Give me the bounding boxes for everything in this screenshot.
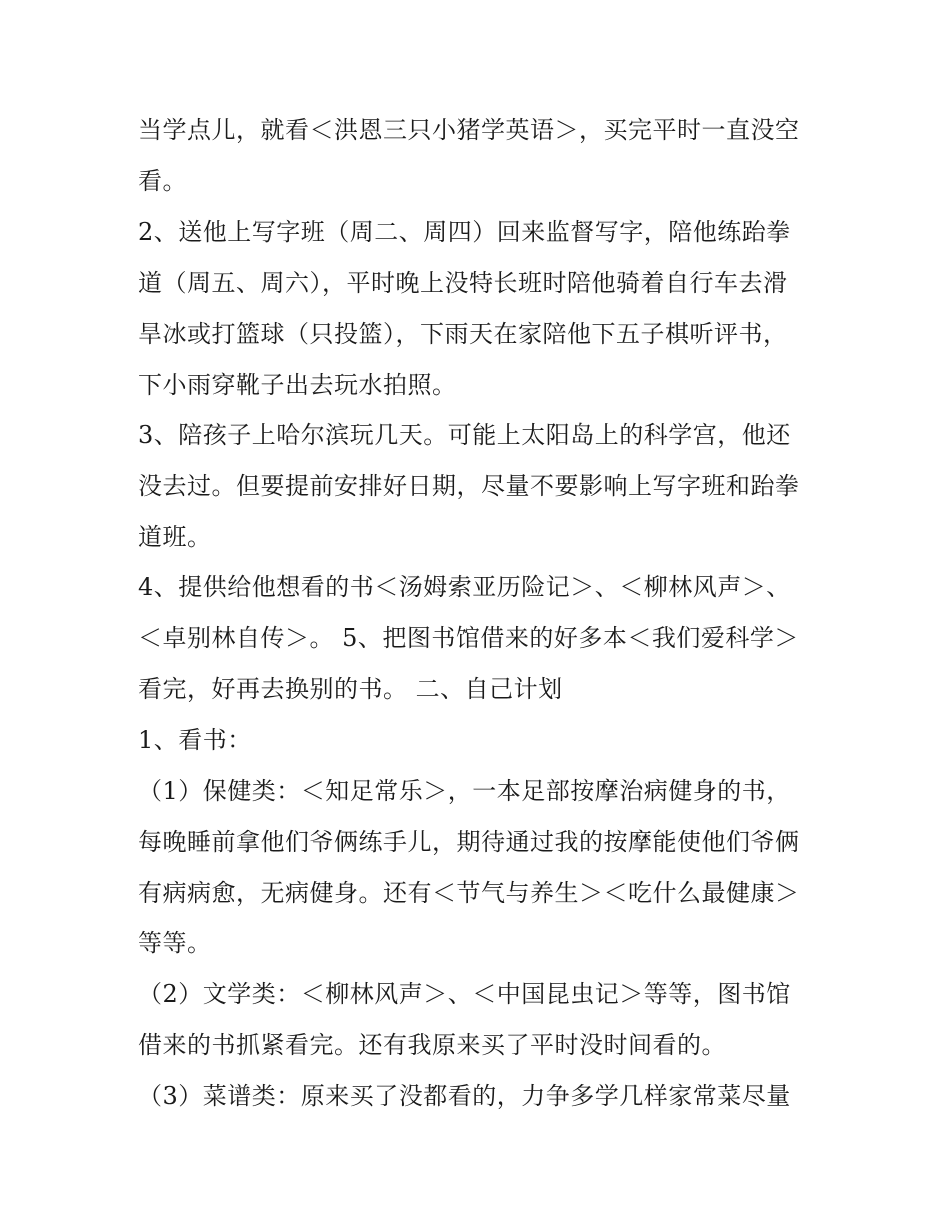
text-line: 旱冰或打篮球（只投篮），下雨天在家陪他下五子棋听评书， bbox=[138, 320, 788, 348]
text-line: 每晚睡前拿他们爷俩练手儿，期待通过我的按摩能使他们爷俩 bbox=[138, 828, 800, 856]
text-line: 3、陪孩子上哈尔滨玩几天。可能上太阳岛上的科学宫，他还 bbox=[138, 421, 791, 449]
text-line: 2、送他上写字班（周二、周四）回来监督写字，陪他练跆拳 bbox=[138, 218, 791, 246]
text-line: （1）保健类：＜知足常乐＞，一本足部按摩治病健身的书， bbox=[138, 777, 791, 805]
text-line: 下小雨穿靴子出去玩水拍照。 bbox=[138, 371, 457, 399]
text-line: 没去过。但要提前安排好日期，尽量不要影响上写字班和跆拳 bbox=[138, 472, 800, 500]
text-line: 看。 bbox=[138, 167, 187, 195]
text-line: 借来的书抓紧看完。还有我原来买了平时没时间看的。 bbox=[138, 1031, 726, 1059]
text-line: 有病病愈，无病健身。还有＜节气与养生＞＜吃什么最健康＞ bbox=[138, 879, 800, 907]
text-line: 4、提供给他想看的书＜汤姆索亚历险记＞、＜柳林风声＞、 bbox=[138, 573, 791, 601]
text-line: 等等。 bbox=[138, 929, 212, 957]
text-line: 1、看书： bbox=[138, 726, 252, 754]
text-line: 道（周五、周六），平时晚上没特长班时陪他骑着自行车去滑 bbox=[138, 269, 788, 297]
text-line: （2）文学类：＜柳林风声＞、＜中国昆虫记＞等等，图书馆 bbox=[138, 980, 791, 1008]
text-line: 看完，好再去换别的书。 二、自己计划 bbox=[138, 675, 563, 703]
text-line: 当学点儿，就看＜洪恩三只小猪学英语＞，买完平时一直没空 bbox=[138, 116, 800, 144]
text-line: ＜卓别林自传＞。 5、把图书馆借来的好多本＜我们爱科学＞ bbox=[138, 624, 799, 652]
text-line: 道班。 bbox=[138, 523, 212, 551]
text-line: （3）菜谱类：原来买了没都看的，力争多学几样家常菜尽量 bbox=[138, 1082, 791, 1110]
